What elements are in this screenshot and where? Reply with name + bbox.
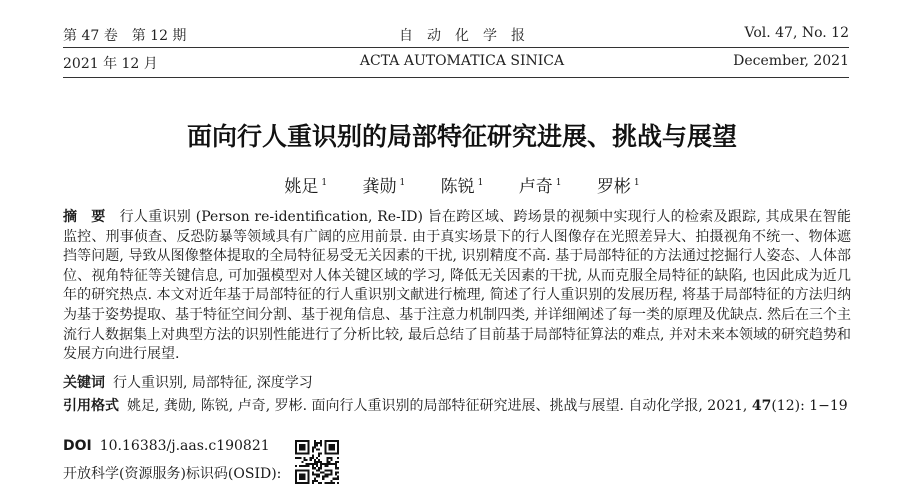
author — [362, 172, 405, 197]
osid-label: 开放科学(资源服务)标识码(OSID): — [63, 466, 282, 482]
header-rule-bottom — [63, 77, 849, 78]
citation-pages: (12): 1−19 — [771, 398, 848, 414]
abstract — [63, 208, 851, 365]
doi-label: DOI — [63, 438, 92, 454]
author-list — [0, 172, 924, 197]
abstract-label: 摘要 — [63, 209, 120, 225]
citation-text: 姚足, 龚勋, 陈锐, 卢奇, 罗彬. 面向行人重识别的局部特征研究进展、挑战与展望. 自动化学报, 2021, — [127, 398, 752, 414]
doi — [63, 437, 851, 457]
journal-name-cn: 自 动 化 学 报 — [399, 28, 525, 44]
journal-name-en: ACTA AUTOMATICA SINICA — [359, 53, 565, 69]
citation-label: 引用格式 — [63, 398, 119, 414]
osid — [63, 465, 303, 485]
volume-issue: 第 47 卷 第 12 期 — [63, 28, 187, 44]
author-name: 卢奇 — [518, 177, 553, 197]
author-name: 陈锐 — [440, 177, 475, 197]
keywords — [63, 374, 851, 394]
keywords-text: 行人重识别, 局部特征, 深度学习 — [113, 375, 313, 391]
osid-qr-code[interactable] — [295, 440, 339, 484]
qr-code-icon — [295, 440, 339, 484]
author — [519, 172, 562, 197]
paper-title: 面向行人重识别的局部特征研究进展、挑战与展望 — [186, 122, 737, 151]
doi-value[interactable]: 10.16383/j.aas.c190821 — [99, 438, 270, 454]
keywords-label: 关键词 — [63, 375, 105, 391]
author-affiliation: 1 — [477, 178, 484, 189]
volume-en: Vol. 47, No. 12 — [744, 25, 849, 41]
author-affiliation: 1 — [555, 178, 562, 189]
author — [597, 172, 640, 197]
citation-volume: 47 — [751, 398, 772, 414]
citation — [63, 397, 851, 417]
author-affiliation: 1 — [399, 178, 406, 189]
date-cn: 2021 年 12 月 — [63, 56, 158, 72]
abstract-text: 行人重识别 (Person re-identification, Re-ID) 旨在跨区域、跨场景的视频中实现行人的检索及跟踪, 其成果在智能监控、刑事侦查、反恐防暴等领域具有广阔的应用前景. 由于真实场景下的行人图像存在光照差异大、拍摄视角不统一、物体遮挡等问题, 导致从图像整体提取的全局特征易受无关因素的干扰, 识别精度不高. 基于局部特征的方法通过挖掘行人姿态、人体部位、视角特征等关键信息, 可加强模型对人体关键区域的学习, 降低无关因素的干扰, 从而克服全局特征的缺陷, 也因此成为近几年的研究热点. 本文对近年基于局部特征的行人重识别文献进行梳理, 简述了行人重识别的发展历程, 将基于局部特征的方法归纳为基于姿势提取、基于特征空间分割、基于视角信息、基于注意力机制四类, 并详细阐述了每一类的原理及优缺点. 然后在三个主流行人数据集上对典型方法的识别性能进行了分析比较, 最后总结了目前基于局部特征算法的难点, 并对未来本领域的研究趋势和发展方向进行展望. — [63, 209, 852, 363]
author-name: 罗彬 — [596, 177, 631, 197]
author — [284, 172, 327, 197]
author-affiliation: 1 — [633, 178, 640, 189]
header-rule-top — [63, 47, 849, 48]
author-name: 龚勋 — [362, 177, 397, 197]
date-en: December, 2021 — [733, 53, 849, 69]
author — [441, 172, 484, 197]
author-affiliation: 1 — [321, 178, 328, 189]
author-name: 姚足 — [284, 177, 319, 197]
